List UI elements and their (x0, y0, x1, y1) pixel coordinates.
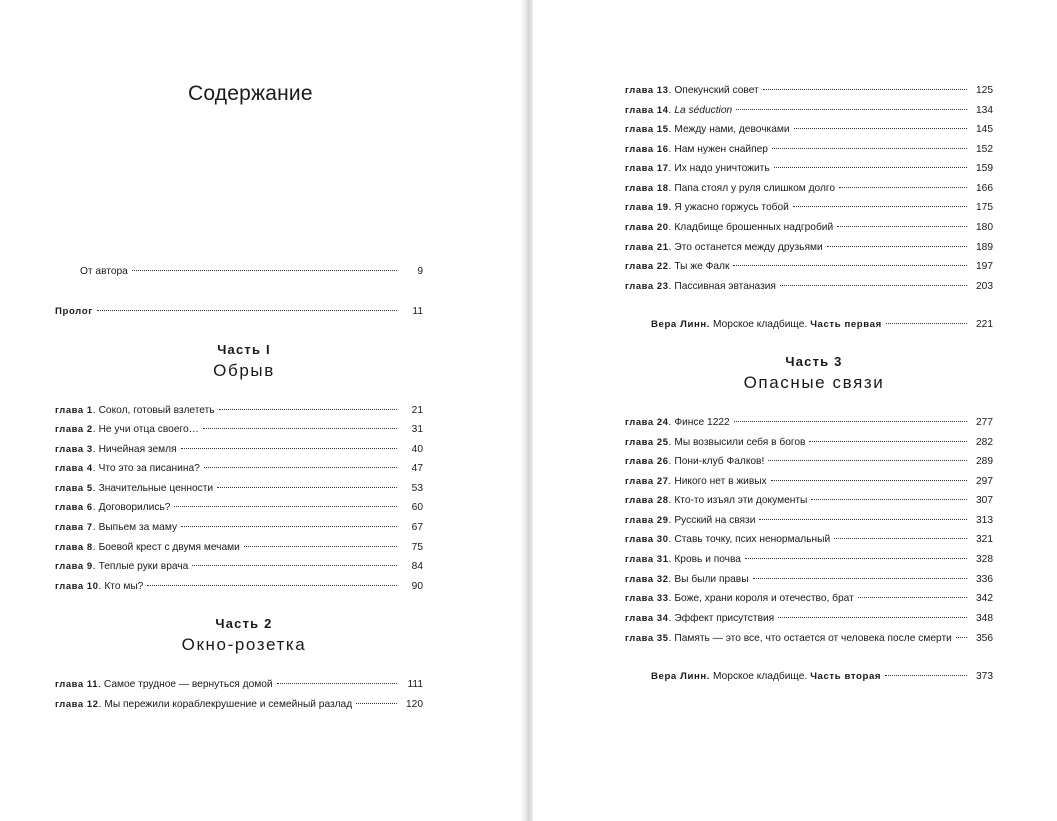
right-page (533, 0, 1057, 821)
chapter-number: глава 8 (55, 541, 93, 552)
chapter-number: глава 34 (625, 612, 669, 623)
entry-page-number: 342 (976, 593, 993, 604)
leader-dots (774, 167, 967, 168)
leader-dots (181, 448, 397, 449)
entry-title: Ставь точку, псих ненормальный (674, 534, 831, 545)
toc-entry-chapter[interactable]: глава 20 . Кладбище брошенных надгробий 180 (625, 221, 993, 233)
leader-dots (97, 310, 397, 311)
toc-entry-chapter[interactable]: глава 21 . Это останется между друзьями 189 (625, 241, 993, 253)
entry-title: Кладбище брошенных надгробий (674, 222, 834, 233)
toc-entry-interlude-2[interactable] (651, 670, 993, 684)
entry-title: Мы пережили кораблекрушение и семейный разлад (104, 699, 353, 710)
leader-dots (734, 421, 967, 422)
entry-page-number: 47 (411, 463, 423, 474)
toc-entry-chapter[interactable]: глава 16 . Нам нужен снайпер 152 (625, 143, 993, 155)
entry-title: Значительные ценности (98, 483, 214, 494)
entry-page-number: 356 (976, 633, 993, 644)
entry-page-number: 145 (976, 124, 993, 135)
leader-dots (356, 703, 397, 704)
chapter-number: глава 29 (625, 514, 669, 525)
part-name: Обрыв (213, 361, 275, 380)
entry-title: Ты же Фалк (674, 261, 730, 272)
part-heading-2 (55, 616, 433, 656)
toc-entry-chapter[interactable]: глава 35 . Память — это все, что остается от человека после смерти 356 (625, 632, 993, 644)
entry-page-number: 166 (976, 183, 993, 194)
part-name: Опасные связи (743, 373, 885, 392)
toc-entry-chapter[interactable]: глава 29 . Русский на связи 313 (625, 514, 993, 526)
entry-page-number: 125 (976, 85, 993, 96)
entry-page-number: 197 (976, 261, 993, 272)
chapter-number: глава 23 (625, 280, 669, 291)
toc-entry-chapter[interactable]: глава 2 . Не учи отца своего… 31 (55, 423, 423, 435)
toc-entry-chapter[interactable]: глава 23 . Пассивная эвтаназия 203 (625, 280, 993, 292)
toc-entry-prologue[interactable] (55, 305, 423, 319)
toc-entry-from-author[interactable] (80, 265, 423, 279)
toc-entry-chapter[interactable]: глава 12 . Мы пережили кораблекрушение и семейный разлад 120 (55, 698, 423, 710)
leader-dots (794, 128, 967, 129)
leader-dots (809, 441, 967, 442)
entry-page-number: 11 (412, 306, 423, 317)
interlude-author: Вера Линн. (651, 671, 711, 682)
entry-page-number: 321 (976, 534, 993, 545)
entry-title: Пролог (55, 306, 93, 317)
entry-title: Морское кладбище. (713, 319, 808, 330)
entry-page-number: 120 (406, 699, 423, 710)
entry-title: Кто-то изъял эти документы (674, 495, 808, 506)
entry-page-number: 297 (976, 476, 993, 487)
entry-page-number: 152 (976, 144, 993, 155)
part-heading-3 (625, 354, 1003, 394)
entry-title: La séduction (674, 105, 733, 116)
toc-entry-chapter[interactable]: глава 11 . Самое трудное — вернуться домой 111 (55, 678, 423, 690)
toc-entry-chapter[interactable]: глава 3 . Ничейная земля 40 (55, 443, 423, 455)
chapter-number: глава 35 (625, 632, 669, 643)
entry-title: Это останется между друзьями (674, 242, 823, 253)
chapter-number: глава 7 (55, 521, 93, 532)
chapter-number: глава 15 (625, 123, 669, 134)
leader-dots (827, 246, 967, 247)
entry-title: Боевой крест с двумя мечами (98, 542, 240, 553)
toc-entry-chapter[interactable]: глава 28 . Кто-то изъял эти документы 307 (625, 494, 993, 506)
entry-title: От автора (80, 266, 128, 277)
chapter-number: глава 12 (55, 698, 99, 709)
chapter-number: глава 26 (625, 455, 669, 466)
chapter-number: глава 19 (625, 201, 669, 212)
part-name: Окно-розетка (181, 635, 307, 654)
chapter-number: глава 28 (625, 494, 669, 505)
entry-title: Нам нужен снайпер (674, 144, 768, 155)
chapter-number: глава 3 (55, 443, 93, 454)
chapter-number: глава 17 (625, 162, 669, 173)
toc-entry-chapter[interactable]: глава 24 . Финсе 1222 277 (625, 416, 993, 428)
entry-page-number: 189 (976, 242, 993, 253)
leader-dots (192, 565, 397, 566)
chapter-number: глава 21 (625, 241, 669, 252)
entry-page-number: 307 (976, 495, 993, 506)
toc-entry-chapter[interactable]: глава 33 . Боже, храни короля и отечество, брат 342 (625, 592, 993, 604)
entry-page-number: 67 (411, 522, 423, 533)
entry-page-number: 134 (976, 105, 993, 116)
entry-title: Пассивная эвтаназия (674, 281, 776, 292)
entry-title: Мы возвысили себя в богов (674, 437, 806, 448)
chapter-number: глава 11 (55, 678, 99, 689)
leader-dots (858, 597, 967, 598)
toc-entry-interlude-1[interactable] (651, 318, 993, 332)
chapter-number: глава 33 (625, 592, 669, 603)
toc-entry-chapter[interactable]: глава 4 . Что это за писанина? 47 (55, 462, 423, 474)
entry-page-number: 31 (411, 424, 423, 435)
entry-page-number: 313 (976, 515, 993, 526)
chapter-number: глава 13 (625, 84, 669, 95)
entry-page-number: 348 (976, 613, 993, 624)
leader-dots (834, 538, 967, 539)
entry-title: Русский на связи (674, 515, 756, 526)
toc-entry-chapter[interactable]: глава 25 . Мы возвысили себя в богов 282 (625, 436, 993, 448)
entry-title: Не учи отца своего… (98, 424, 199, 435)
leader-dots (736, 109, 967, 110)
toc-entry-chapter[interactable]: глава 22 . Ты же Фалк 197 (625, 260, 993, 272)
entry-title: Договорились? (98, 502, 171, 513)
toc-title: Содержание (188, 82, 313, 105)
leader-dots (174, 506, 397, 507)
chapter-number: глава 16 (625, 143, 669, 154)
entry-page-number: 180 (976, 222, 993, 233)
entry-page-number: 175 (976, 202, 993, 213)
toc-entry-chapter[interactable]: глава 9 . Теплые руки врача 84 (55, 560, 423, 572)
entry-page-number: 40 (411, 444, 423, 455)
chapter-number: глава 25 (625, 436, 669, 447)
entry-page-number: 111 (407, 679, 423, 690)
leader-dots (219, 409, 397, 410)
entry-page-number: 221 (976, 319, 993, 330)
entry-title: Ничейная земля (98, 444, 177, 455)
chapter-number: глава 20 (625, 221, 669, 232)
leader-dots (793, 206, 967, 207)
chapter-number: глава 31 (625, 553, 669, 564)
leader-dots (745, 558, 967, 559)
entry-title: Пони-клуб Фалков! (674, 456, 765, 467)
chapter-number: глава 10 (55, 580, 99, 591)
leader-dots (277, 683, 397, 684)
leader-dots (956, 637, 967, 638)
part-label: Часть 2 (215, 616, 273, 631)
toc-entry-chapter[interactable]: глава 27 . Никого нет в живых 297 (625, 475, 993, 487)
toc-entry-chapter[interactable]: глава 32 . Вы были правы 336 (625, 573, 993, 585)
chapter-number: глава 5 (55, 482, 93, 493)
entry-page-number: 328 (976, 554, 993, 565)
entry-page-number: 159 (976, 163, 993, 174)
chapter-number: глава 2 (55, 423, 93, 434)
part-label: Часть 3 (785, 354, 843, 369)
toc-entry-chapter[interactable]: глава 13 . Опекунский совет 125 (625, 84, 993, 96)
leader-dots (753, 578, 967, 579)
part-heading-1 (55, 342, 433, 382)
chapter-number: глава 27 (625, 475, 669, 486)
leader-dots (837, 226, 967, 227)
entry-title: Кровь и почва (674, 554, 741, 565)
leader-dots (147, 585, 397, 586)
leader-dots (181, 526, 397, 527)
chapter-number: глава 30 (625, 533, 669, 544)
entry-page-number: 336 (976, 574, 993, 585)
leader-dots (811, 499, 967, 500)
leader-dots (733, 265, 967, 266)
entry-page-number: 203 (976, 281, 993, 292)
entry-page-number: 277 (976, 417, 993, 428)
interlude-part: Часть вторая (810, 671, 882, 682)
entry-title: Самое трудное — вернуться домой (103, 679, 273, 690)
leader-dots (772, 148, 967, 149)
entry-title: Между нами, девочками (674, 124, 790, 135)
entry-title: Теплые руки врача (98, 561, 189, 572)
entry-page-number: 289 (976, 456, 993, 467)
leader-dots (778, 617, 967, 618)
toc-entry-chapter[interactable]: глава 1 . Сокол, готовый взлететь 21 (55, 404, 423, 416)
entry-title: Сокол, готовый взлететь (98, 405, 215, 416)
leader-dots (244, 546, 397, 547)
leader-dots (132, 270, 397, 271)
toc-entry-chapter[interactable]: глава 6 . Договорились? 60 (55, 501, 423, 513)
entry-page-number: 9 (417, 266, 423, 277)
entry-title: Папа стоял у руля слишком долго (674, 183, 836, 194)
leader-dots (759, 519, 967, 520)
entry-page-number: 75 (411, 542, 423, 553)
toc-entry-chapter[interactable]: глава 34 . Эффект присутствия 348 (625, 612, 993, 624)
chapter-number: глава 32 (625, 573, 669, 584)
entry-title: Вы были правы (674, 574, 749, 585)
entry-title: Боже, храни короля и отечество, брат (674, 593, 854, 604)
entry-title: Никого нет в живых (674, 476, 767, 487)
entry-page-number: 21 (411, 405, 423, 416)
toc-entry-chapter[interactable]: глава 18 . Папа стоял у руля слишком долго 166 (625, 182, 993, 194)
entry-page-number: 90 (411, 581, 423, 592)
toc-entry-chapter[interactable]: глава 8 . Боевой крест с двумя мечами 75 (55, 541, 423, 553)
entry-title: Их надо уничтожить (674, 163, 770, 174)
toc-entry-chapter[interactable]: глава 15 . Между нами, девочками 145 (625, 123, 993, 135)
toc-entry-chapter[interactable]: глава 31 . Кровь и почва 328 (625, 553, 993, 565)
entry-title: Опекунский совет (674, 85, 759, 96)
toc-entry-chapter[interactable]: глава 26 . Пони-клуб Фалков! 289 (625, 455, 993, 467)
entry-title: Кто мы? (104, 581, 144, 592)
toc-entry-chapter[interactable]: глава 19 . Я ужасно горжусь тобой 175 (625, 201, 993, 213)
entry-title: Финсе 1222 (674, 417, 730, 428)
entry-page-number: 84 (411, 561, 423, 572)
leader-dots (839, 187, 967, 188)
toc-entry-chapter[interactable]: глава 10 . Кто мы? 90 (55, 580, 423, 592)
entry-title: Я ужасно горжусь тобой (674, 202, 789, 213)
leader-dots (763, 89, 967, 90)
entry-title: Морское кладбище. (713, 671, 808, 682)
chapter-number: глава 4 (55, 462, 93, 473)
interlude-author: Вера Линн. (651, 319, 711, 330)
part-label: Часть I (217, 342, 271, 357)
entry-page-number: 282 (976, 437, 993, 448)
chapter-number: глава 14 (625, 104, 669, 115)
entry-page-number: 53 (411, 483, 423, 494)
chapter-number: глава 9 (55, 560, 93, 571)
entry-title: Память — это все, что остается от человека после смерти (674, 633, 952, 644)
chapter-number: глава 22 (625, 260, 669, 271)
leader-dots (886, 323, 967, 324)
chapter-number: глава 24 (625, 416, 669, 427)
leader-dots (203, 428, 397, 429)
leader-dots (771, 480, 967, 481)
left-page (0, 0, 524, 821)
toc-entry-chapter[interactable]: глава 5 . Значительные ценности 53 (55, 482, 423, 494)
leader-dots (780, 285, 967, 286)
entry-title: Эффект присутствия (674, 613, 775, 624)
toc-entry-chapter[interactable]: глава 14 . La séduction 134 (625, 104, 993, 116)
leader-dots (204, 467, 397, 468)
interlude-part: Часть первая (810, 319, 882, 330)
entry-page-number: 373 (976, 671, 993, 682)
chapter-number: глава 18 (625, 182, 669, 193)
toc-entry-chapter[interactable]: глава 17 . Их надо уничтожить 159 (625, 162, 993, 174)
entry-page-number: 60 (411, 502, 423, 513)
toc-entry-chapter[interactable]: глава 30 . Ставь точку, псих ненормальный 321 (625, 533, 993, 545)
chapter-number: глава 1 (55, 404, 93, 415)
leader-dots (217, 487, 397, 488)
chapter-number: глава 6 (55, 501, 93, 512)
toc-entry-chapter[interactable]: глава 7 . Выпьем за маму 67 (55, 521, 423, 533)
entry-title: Выпьем за маму (98, 522, 178, 533)
leader-dots (768, 460, 967, 461)
leader-dots (885, 675, 967, 676)
entry-title: Что это за писанина? (98, 463, 200, 474)
